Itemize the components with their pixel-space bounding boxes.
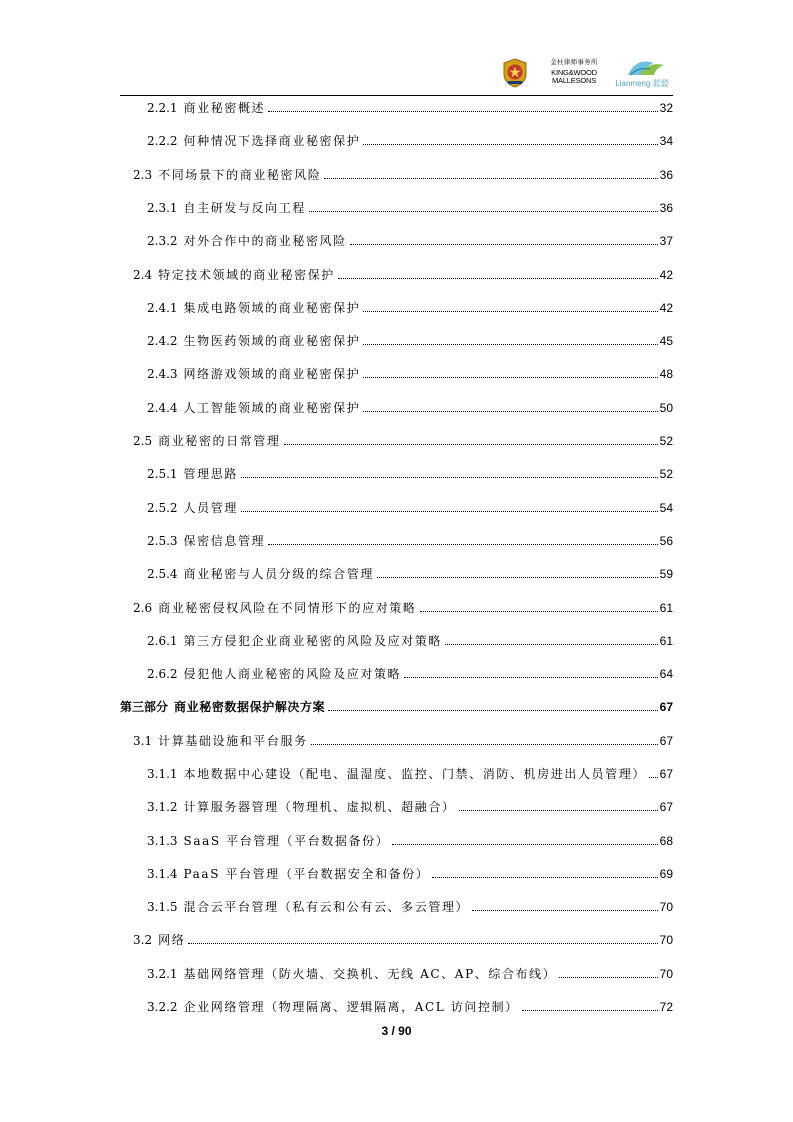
toc-entry[interactable] (147, 632, 673, 650)
toc-dot-leader (338, 278, 658, 279)
toc-dot-leader (522, 1010, 658, 1011)
toc-dot-leader (350, 244, 658, 245)
toc-entry-number: 2.4.3 (147, 367, 178, 381)
toc-entry-number: 2.6.2 (147, 667, 178, 681)
toc-dot-leader (559, 977, 657, 978)
toc-entry[interactable] (147, 765, 673, 783)
toc-entry[interactable] (147, 299, 673, 317)
toc-entry-title: 集成电路领域的商业秘密保护 (183, 301, 361, 315)
toc-entry-number: 2.5 (133, 434, 153, 448)
toc-entry-title: 管理思路 (183, 467, 238, 481)
toc-entry[interactable] (147, 199, 673, 217)
toc-entry-number: 2.4.2 (147, 334, 178, 348)
page-number: 3 / 90 (381, 1024, 412, 1038)
toc-entry[interactable] (133, 599, 673, 617)
toc-entry-page: 42 (659, 268, 673, 282)
toc-dot-leader (363, 311, 657, 312)
toc-entry[interactable] (147, 998, 673, 1016)
toc-entry-page: 68 (659, 834, 673, 848)
toc-entry-number: 3.1 (133, 734, 153, 748)
toc-entry[interactable] (147, 399, 673, 417)
toc-entry-number: 2.5.3 (147, 534, 178, 548)
toc-entry-number: 2.6 (133, 601, 153, 615)
toc-entry-number: 2.4.1 (147, 301, 178, 315)
toc-entry-number: 3.1.2 (147, 800, 178, 814)
toc-entry-number: 2.4 (133, 268, 153, 282)
kwm-logo-en-line2: MALLESONS (551, 76, 597, 85)
toc-entry-title: 特定技术领域的商业秘密保护 (158, 268, 335, 282)
toc-dot-leader (311, 744, 658, 745)
toc-entry-number: 2.3.1 (147, 201, 178, 215)
toc-entry[interactable] (147, 798, 673, 816)
toc-dot-leader (649, 777, 658, 778)
toc-entry-page: 70 (659, 967, 673, 981)
toc-entry[interactable] (147, 499, 673, 517)
toc-entry-title: 商业秘密的日常管理 (158, 434, 281, 448)
toc-entry[interactable] (147, 365, 673, 383)
toc-entry-page: 70 (659, 900, 673, 914)
toc-dot-leader (324, 178, 657, 179)
toc-dot-leader (268, 111, 657, 112)
toc-dot-leader (284, 444, 658, 445)
toc-entry[interactable] (147, 232, 673, 250)
toc-entry-page: 37 (659, 234, 673, 248)
toc-dot-leader (241, 477, 658, 478)
toc-dot-leader (459, 810, 658, 811)
toc-dot-leader (309, 211, 658, 212)
toc-dot-leader (328, 710, 657, 711)
toc-dot-leader (420, 611, 658, 612)
toc-entry-title: 商业秘密数据保护解决方案 (174, 700, 326, 714)
toc-entry[interactable] (147, 898, 673, 916)
toc-entry-title: 人工智能领域的商业秘密保护 (183, 401, 361, 415)
toc-dot-leader (445, 644, 658, 645)
toc-dot-leader (392, 844, 657, 845)
toc-entry-title: 商业秘密概述 (183, 101, 266, 115)
toc-entry-title: 商业秘密侵权风险在不同情形下的应对策略 (158, 601, 417, 615)
toc-entry-title: 基础网络管理（防火墙、交换机、无线 AC、AP、综合布线） (183, 967, 557, 981)
toc-entry-number: 2.3 (133, 168, 153, 182)
toc-entry-title: 生物医药领域的商业秘密保护 (183, 334, 361, 348)
toc-dot-leader (363, 377, 657, 378)
toc-entry[interactable] (120, 698, 673, 716)
toc-entry-page: 67 (659, 800, 673, 814)
toc-entry-title: 对外合作中的商业秘密风险 (183, 234, 347, 248)
toc-entry-title: 第三方侵犯企业商业秘密的风险及应对策略 (183, 634, 442, 648)
toc-entry-number: 2.3.2 (147, 234, 178, 248)
toc-dot-leader (377, 577, 658, 578)
toc-entry-number: 第三部分 (120, 700, 169, 714)
toc-entry-title: 侵犯他人商业秘密的风险及应对策略 (183, 667, 402, 681)
toc-entry-page: 64 (659, 667, 673, 681)
toc-entry-number: 2.6.1 (147, 634, 178, 648)
toc-entry[interactable] (147, 665, 673, 683)
toc-entry-page: 54 (659, 501, 673, 515)
toc-entry-page: 50 (659, 401, 673, 415)
toc-entry-page: 56 (659, 534, 673, 548)
toc-entry-title: PaaS 平台管理（平台数据安全和备份） (183, 867, 430, 881)
toc-entry-page: 52 (659, 434, 673, 448)
toc-entry-title: 企业网络管理（物理隔离、逻辑隔离，ACL 访问控制） (183, 1000, 519, 1014)
toc-dot-leader (268, 544, 657, 545)
toc-entry[interactable] (147, 532, 673, 550)
toc-entry-page: 72 (659, 1000, 673, 1014)
toc-entry-number: 3.2.1 (147, 967, 178, 981)
toc-entry-title: 本地数据中心建设（配电、温湿度、监控、门禁、消防、机房进出人员管理） (183, 767, 646, 781)
toc-entry-number: 3.1.3 (147, 834, 178, 848)
toc-entry-page: 69 (659, 867, 673, 881)
toc-entry-title: 不同场景下的商业秘密风险 (158, 168, 322, 182)
toc-entry[interactable] (147, 565, 673, 583)
toc-entry-title: SaaS 平台管理（平台数据备份） (183, 834, 390, 848)
toc-entry[interactable] (133, 732, 673, 750)
toc-entry-page: 67 (659, 734, 673, 748)
toc-entry-number: 3.1.1 (147, 767, 178, 781)
toc-entry-number: 2.2.2 (147, 134, 178, 148)
toc-entry-title: 网络游戏领域的商业秘密保护 (183, 367, 361, 381)
toc-entry-number: 2.5.1 (147, 467, 178, 481)
toc-entry[interactable] (147, 832, 673, 850)
toc-entry-page: 36 (659, 201, 673, 215)
toc-entry-title: 计算服务器管理（物理机、虚拟机、超融合） (183, 800, 456, 814)
kwm-logo-en-line1: KING&WOOD (551, 67, 597, 77)
toc-entry[interactable] (147, 465, 673, 483)
toc-entry[interactable] (147, 865, 673, 883)
toc-entry-number: 3.1.5 (147, 900, 178, 914)
toc-entry-title: 计算基础设施和平台服务 (158, 734, 308, 748)
toc-entry[interactable] (147, 132, 673, 150)
toc-entry-title: 商业秘密与人员分级的综合管理 (183, 567, 374, 581)
toc-entry-number: 3.2.2 (147, 1000, 178, 1014)
lianmeng-logo-text: Lianmeng 蓝盟 (615, 79, 669, 88)
toc-entry-title: 自主研发与反向工程 (183, 201, 306, 215)
toc-entry-number: 3.2 (133, 933, 153, 947)
toc-entry-page: 67 (659, 700, 673, 714)
toc-entry-page: 61 (659, 634, 673, 648)
toc-entry-title: 保密信息管理 (183, 534, 266, 548)
toc-entry-number: 2.4.4 (147, 401, 178, 415)
toc-entry-number: 2.2.1 (147, 101, 178, 115)
toc-dot-leader (241, 511, 658, 512)
toc-entry-number: 2.5.2 (147, 501, 178, 515)
toc-entry[interactable] (133, 166, 673, 184)
toc-entry-number: 2.5.4 (147, 567, 178, 581)
toc-entry-page: 36 (659, 168, 673, 182)
toc-entry[interactable] (133, 931, 673, 949)
kwm-logo-cn: 金杜律师事务所 (550, 59, 598, 66)
toc-dot-leader (188, 943, 657, 944)
toc-entry-number: 3.1.4 (147, 867, 178, 881)
toc-entry[interactable] (147, 99, 673, 117)
toc-entry-title: 网络 (158, 933, 186, 947)
toc-entry-page: 70 (659, 933, 673, 947)
toc-entry-page: 52 (659, 467, 673, 481)
toc-dot-leader (432, 877, 657, 878)
toc-entry[interactable] (133, 266, 673, 284)
toc-dot-leader (363, 344, 657, 345)
toc-dot-leader (472, 910, 657, 911)
toc-entry[interactable] (147, 965, 673, 983)
toc-entry-page: 45 (659, 334, 673, 348)
toc-entry[interactable] (147, 332, 673, 350)
toc-entry-page: 48 (659, 367, 673, 381)
toc-entry-page: 61 (659, 601, 673, 615)
toc-entry-page: 67 (659, 767, 673, 781)
toc-entry-title: 人员管理 (183, 501, 238, 515)
toc-dot-leader (363, 411, 657, 412)
toc-entry-page: 34 (659, 134, 673, 148)
toc-dot-leader (404, 677, 657, 678)
toc-entry-page: 32 (659, 101, 673, 115)
toc-entry-page: 59 (659, 567, 673, 581)
toc-entry-page: 42 (659, 301, 673, 315)
toc-entry-title: 何种情况下选择商业秘密保护 (183, 134, 361, 148)
toc-dot-leader (363, 144, 657, 145)
toc-entry-title: 混合云平台管理（私有云和公有云、多云管理） (183, 900, 470, 914)
toc-entry[interactable] (133, 432, 673, 450)
